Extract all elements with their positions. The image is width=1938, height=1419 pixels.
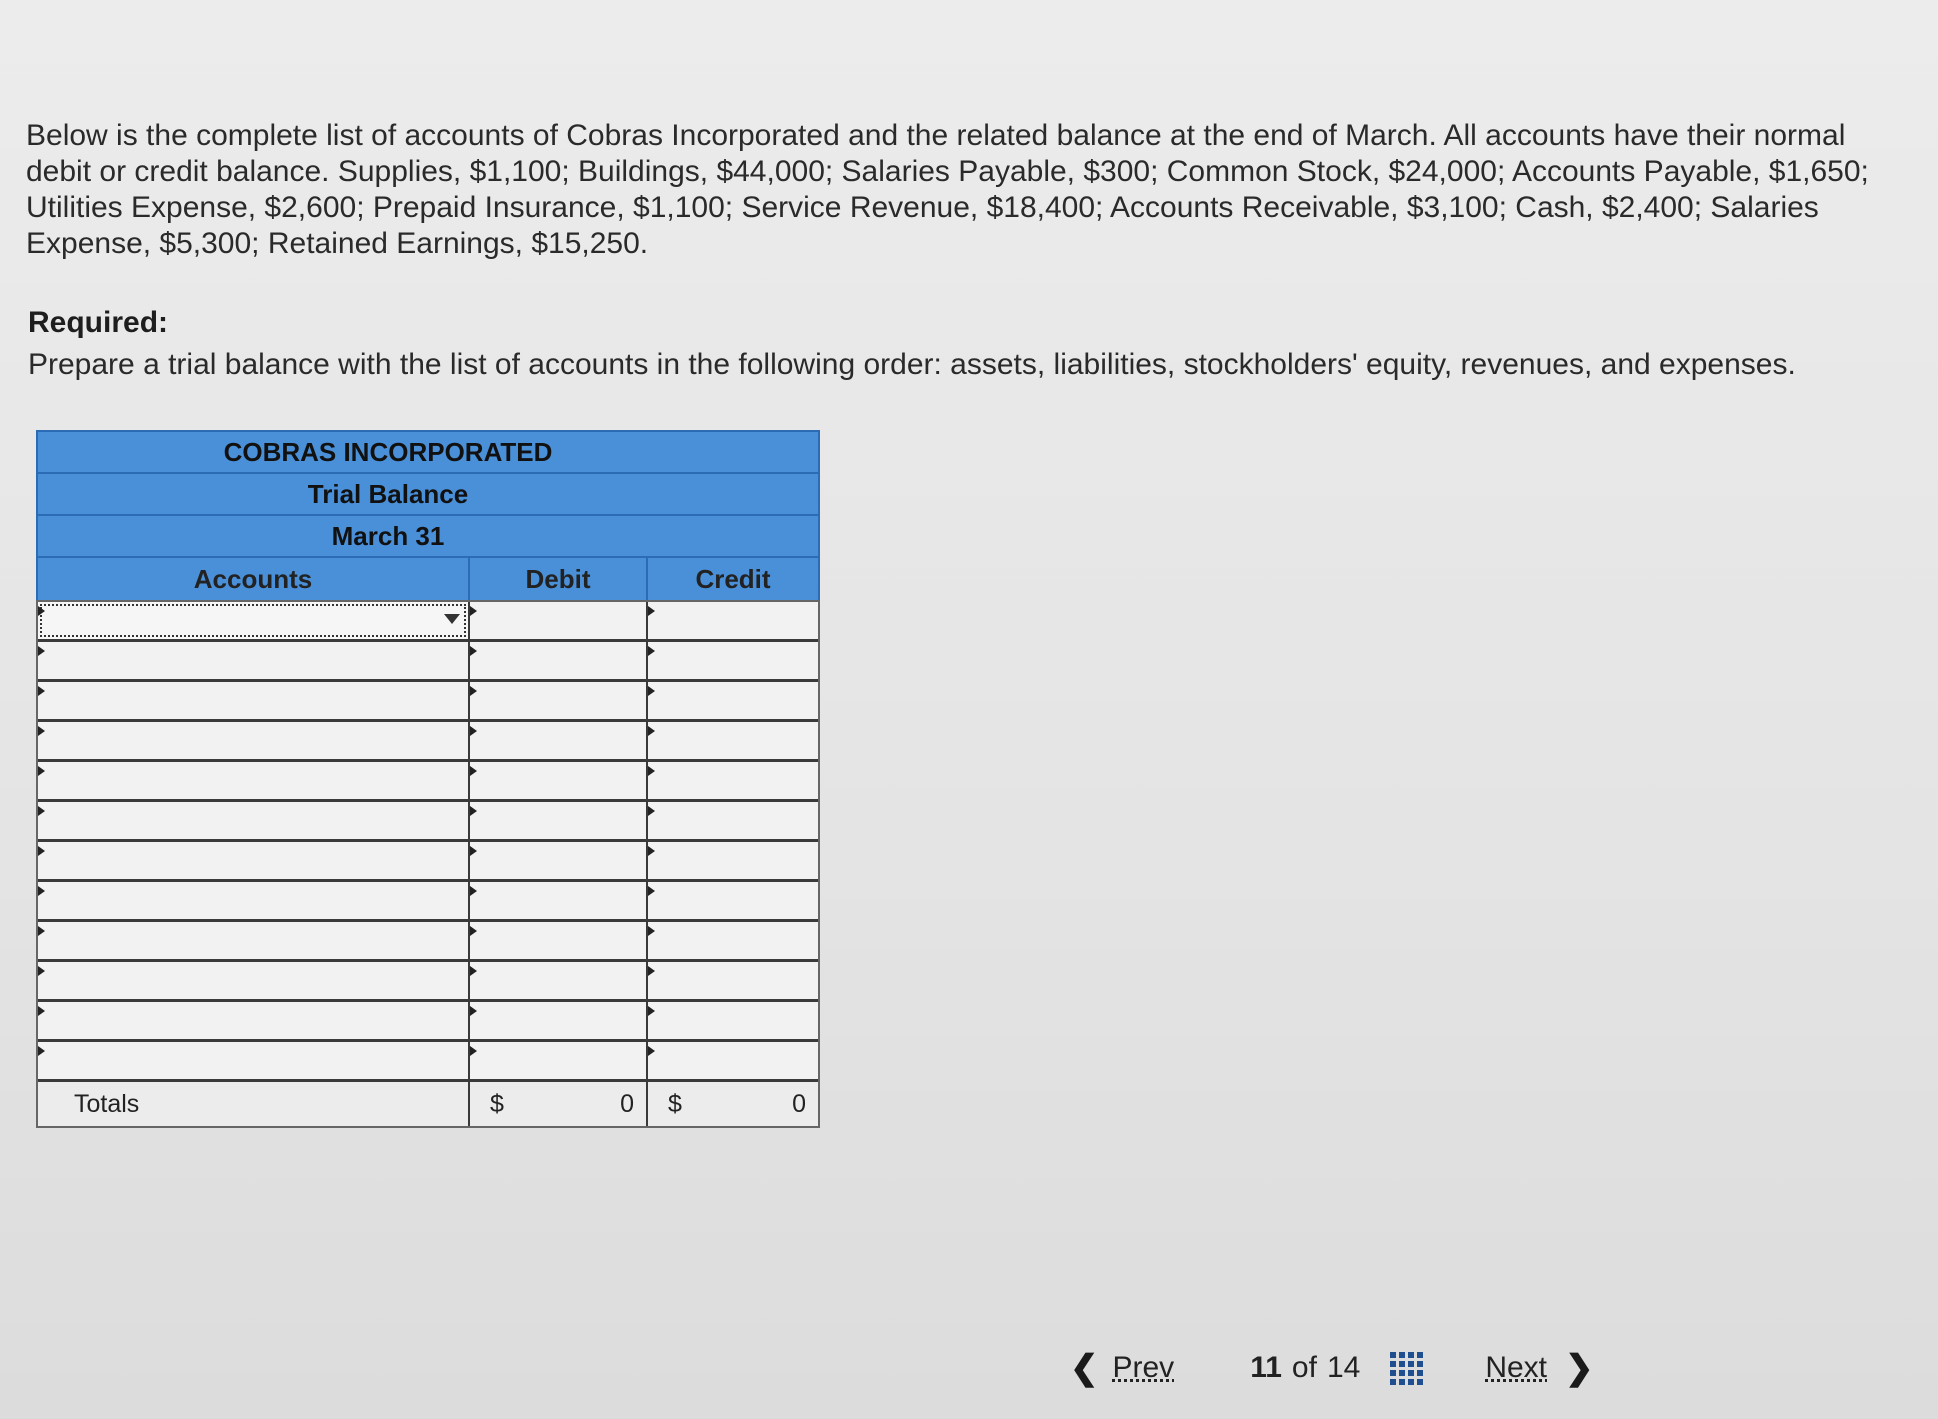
question-prompt: Below is the complete list of accounts of Cobras Incorporated and the related balance at the end of March. All accounts have their normal debit or credit balance. Supplies, $1,100; Buildings, $44,000; Salaries Payable, $300; Common Stock, $24,000; Accounts Payable, $1,650; Utilities Expense, $2,600; Prepaid Insurance, $1,100; Service Revenue, $18,400; Accounts Receivable, $3,100; Cash, $2,400; Salaries Expense, $5,300; Retained Earnings, $15,250. [26,119,1869,260]
table-row [38,602,818,642]
table-row [38,922,818,962]
prev-button[interactable] [1070,1348,1174,1388]
statement-title: Trial Balance [38,474,818,516]
table-row [38,722,818,762]
debit-input[interactable] [468,842,646,879]
table-row [38,682,818,722]
account-select[interactable] [38,762,468,799]
credit-input[interactable] [646,682,818,719]
table-row [38,842,818,882]
table-row [38,802,818,842]
account-select[interactable] [38,682,468,719]
account-select[interactable] [38,602,468,639]
next-button[interactable] [1485,1348,1593,1388]
totals-row [38,1082,818,1126]
table-row [38,962,818,1002]
debit-input[interactable] [468,882,646,919]
credit-input[interactable] [646,882,818,919]
company-name: COBRAS INCORPORATED [38,432,818,474]
required-label: Required: [28,306,169,339]
chevron-right-icon: ❯ [1565,1349,1594,1387]
credit-input[interactable] [646,762,818,799]
table-row [38,642,818,682]
credit-input[interactable] [646,1042,818,1079]
credit-input[interactable] [646,842,818,879]
credit-total [646,1082,818,1126]
totals-label: Totals [74,1090,140,1118]
credit-input[interactable] [646,602,818,639]
credit-column-header: Credit [646,558,818,600]
debit-input[interactable] [468,1042,646,1079]
debit-input[interactable] [468,922,646,959]
credit-input[interactable] [646,722,818,759]
debit-input[interactable] [468,642,646,679]
credit-total-currency: $ [668,1090,682,1118]
question-navigation [1070,1348,1594,1388]
required-instructions: Prepare a trial balance with the list of accounts in the following order: assets, liabilities, stockholders' equity, revenues, and expenses. [28,348,1796,381]
debit-total-value: 0 [620,1090,634,1118]
accounts-column-header: Accounts [193,564,313,594]
debit-total [468,1082,646,1126]
account-select[interactable] [38,1002,468,1039]
credit-input[interactable] [646,642,818,679]
debit-input[interactable] [468,802,646,839]
chevron-down-icon[interactable] [444,614,460,624]
credit-input[interactable] [646,1002,818,1039]
account-select[interactable] [38,802,468,839]
grid-icon[interactable] [1390,1352,1423,1385]
current-question: 11 [1250,1351,1282,1384]
of-label: of [1291,1351,1317,1384]
account-select[interactable] [38,882,468,919]
account-select[interactable] [38,962,468,999]
trial-balance-body [36,600,820,1128]
credit-input[interactable] [646,802,818,839]
account-select[interactable] [38,722,468,759]
credit-input[interactable] [646,922,818,959]
next-label: Next [1485,1351,1547,1384]
account-select[interactable] [38,642,468,679]
trial-balance-header [36,430,820,558]
page-indicator [1250,1351,1360,1385]
debit-input[interactable] [468,962,646,999]
debit-input[interactable] [468,722,646,759]
account-select[interactable] [38,842,468,879]
chevron-left-icon: ❮ [1070,1349,1099,1387]
trial-balance-table [36,430,820,1128]
prev-label: Prev [1112,1351,1175,1384]
table-row [38,1002,818,1042]
debit-input[interactable] [468,682,646,719]
column-headers [36,558,820,600]
table-row [38,762,818,802]
total-questions: 14 [1326,1351,1361,1384]
table-row [38,1042,818,1082]
account-select[interactable] [38,1042,468,1079]
debit-input[interactable] [468,762,646,799]
debit-input[interactable] [468,602,646,639]
statement-date: March 31 [331,521,445,551]
debit-total-currency: $ [490,1090,504,1118]
credit-total-value: 0 [792,1090,806,1118]
debit-input[interactable] [468,1002,646,1039]
table-row [38,882,818,922]
account-select[interactable] [38,922,468,959]
debit-column-header: Debit [468,558,646,600]
credit-input[interactable] [646,962,818,999]
